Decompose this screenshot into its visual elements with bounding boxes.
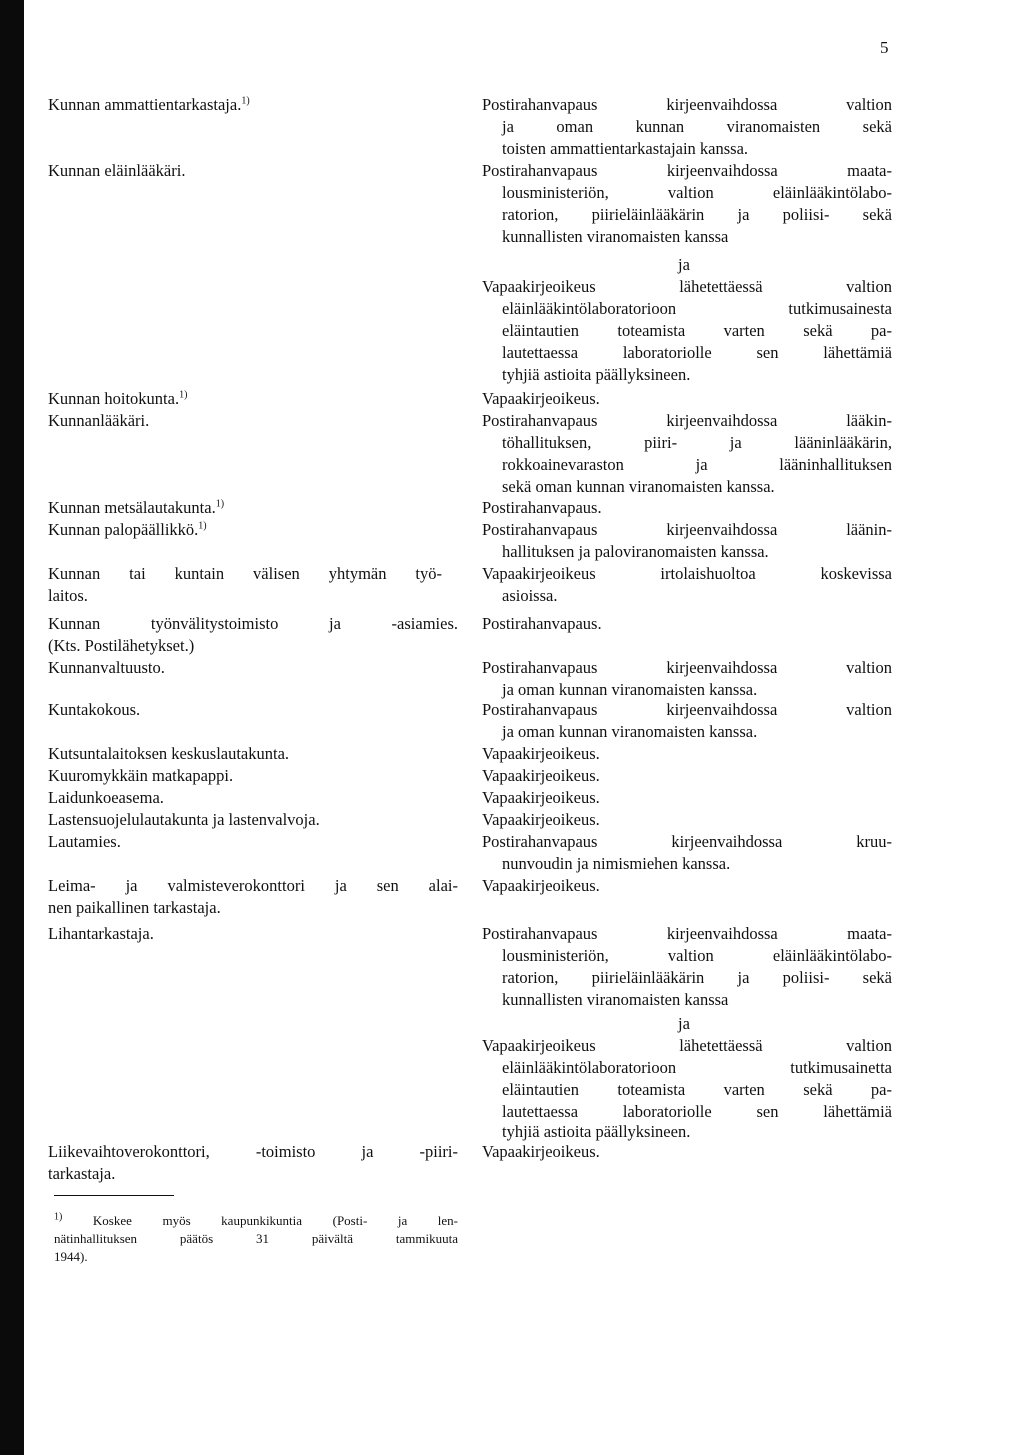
entry-lautamies: Lautamies. [48, 832, 121, 851]
rule-kuuromykkain-matkapappi: Vapaakirjeoikeus. [482, 766, 600, 785]
entry-lastensuojelulautakunta: Lastensuojelulautakunta ja lastenvalvoja. [48, 810, 320, 829]
rule-leima-ja-valmisteverokonttori: Vapaakirjeoikeus. [482, 876, 600, 895]
entry-lihantarkastaja: Lihantarkastaja. [48, 924, 154, 943]
entry-kunnan-elainlaakari: Kunnan eläinlääkäri. [48, 161, 186, 180]
rule-hoitokunta: Vapaakirjeoikeus. [482, 389, 600, 408]
entry-kunnanlaakari: Kunnanlääkäri. [48, 411, 150, 430]
footnote-divider [54, 1195, 174, 1196]
rule-metsalautakunta: Postirahanvapaus. [482, 498, 602, 517]
rule-tyonvalitystoimisto: Postirahanvapaus. [482, 614, 602, 633]
entry-kunnanvaltuusto: Kunnanvaltuusto. [48, 658, 165, 677]
entry-kunnan-hoitokunta: Kunnan hoitokunta.$^{1)}$ [48, 389, 188, 408]
rule-liikevaihtoverokonttori: Vapaakirjeoikeus. [482, 1142, 600, 1161]
entry-kunnan-metsalautakunta: Kunnan metsälautakunta.$^{1)}$ [48, 498, 225, 517]
entry-kuntakokous: Kuntakokous. [48, 700, 141, 719]
page-number: 5 [880, 38, 889, 57]
entry-kuuromykkain-matkapappi: Kuuromykkäin matkapappi. [48, 766, 234, 785]
entry-kunnan-ammattientarkastaja: Kunnan ammattientarkastaja.$^{1)}$ [48, 95, 250, 114]
rule-lastensuojelulautakunta: Vapaakirjeoikeus. [482, 810, 600, 829]
entry-kunnan-palopaallikko: Kunnan palopäällikkö.$^{1)}$ [48, 520, 207, 539]
rule-laidunkoeasema: Vapaakirjeoikeus. [482, 788, 600, 807]
scan-edge-bar [0, 0, 24, 1455]
entry-laidunkoeasema: Laidunkoeasema. [48, 788, 164, 807]
entry-kutsuntalaitos: Kutsuntalaitoksen keskuslautakunta. [48, 744, 290, 763]
rule-kutsuntalaitos: Vapaakirjeoikeus. [482, 744, 600, 763]
